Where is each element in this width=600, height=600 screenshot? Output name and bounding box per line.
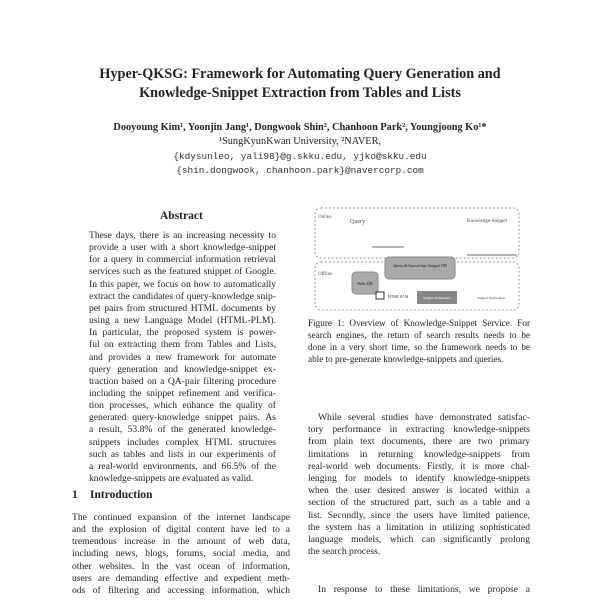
text-line: While several studies have demonstrated satisfac-: [318, 412, 530, 423]
text-line: other websites. In the vast ocean of information,: [72, 560, 290, 572]
online-label: Online: [318, 215, 332, 220]
affiliation: ¹SungKyunKwan University, ²NAVER,: [218, 136, 382, 147]
text-line: including the snippet refinement and verifica-: [89, 387, 276, 399]
text-line: tion processes, which enhance the quality of: [89, 400, 276, 412]
text-line: the system has a limitation in utilizing sophisticated: [308, 521, 530, 533]
figure-1-diagram: [312, 205, 522, 313]
text-line: users are demanding effective and expedient meth-: [72, 572, 290, 584]
authors: Dooyoung Kim¹, Yoonjin Jang¹, Dongwook Shin², Chanhoon Park², Youngjoong Ko¹*: [113, 122, 487, 133]
text-line: and the explosion of digital content have led to a: [72, 524, 290, 536]
email-line-1: {kdysunleo, yali98}@g.skku.edu, yjko@skku.edu: [173, 151, 427, 162]
text-line: real-world web documents. Firstly, it is more chal-: [308, 460, 530, 472]
text-line: the search process.: [308, 546, 381, 558]
text-line: when the user desired answer is located within a: [308, 485, 530, 497]
text-line: traction based on a QA-pair filtering procedure: [89, 375, 276, 387]
intro-heading-number: 1: [72, 489, 78, 501]
online-region: [315, 208, 519, 258]
text-line: list. Secondly, since the users have limited patience,: [308, 509, 530, 521]
text-line: Figure 1: Overview of Knowledge-Snippet Service. For: [308, 318, 530, 328]
web-db-label: Web DB: [357, 281, 373, 286]
html-plm-label: HTML PLM: [388, 294, 409, 299]
text-line: from plain text documents, there are two primary: [308, 436, 530, 448]
knowledge-snippet-label: Knowledge-Snippet: [467, 219, 507, 224]
text-line: query generation and knowledge-snippet ex-: [89, 363, 276, 375]
text-line: search engines, the return of search results needs to be: [308, 329, 530, 340]
text-line: provide a user with a short knowledge-snippet: [89, 242, 276, 254]
abstract-heading: Abstract: [160, 210, 203, 222]
text-line: tremendous increase in the amount of web data,: [72, 536, 290, 548]
text-line: ful on extracting them from Tables and Lists,: [89, 339, 276, 351]
text-line: able to pre-generate knowledge-snippets and queries.: [308, 353, 504, 364]
text-line: ods of filtering and accessing information, which: [72, 584, 290, 596]
intro-heading: Introduction: [90, 489, 153, 501]
qks-db-label: Query & Knowledge Snippet DB: [393, 263, 447, 268]
text-line: and provides a new framework for automate: [89, 351, 276, 363]
text-line: such as tables and lists in our experiments of: [89, 448, 276, 460]
text-line: a result, 53.8% of the generated knowledge-: [89, 424, 276, 436]
offline-label: Offline: [318, 272, 333, 277]
text-line: for a query in commercial information retrieval: [89, 254, 276, 266]
text-line: The continued expansion of the internet landscape: [72, 512, 290, 523]
text-line: In response to these limitations, we propose a: [318, 584, 530, 596]
text-line: using a new Language Model (HTML-PLM).: [89, 315, 276, 327]
text-line: section of the structured part, such as a table and a: [308, 497, 530, 509]
text-line: lenging for models to identify knowledge-snippets: [308, 473, 530, 484]
text-line: knowledge-snippets are evaluated as valid.: [89, 473, 254, 484]
text-line: limitations in returning knowledge-snippets from: [308, 448, 530, 460]
paper-title-line-2: Knowledge-Snippet Extraction from Tables and Lists: [139, 85, 461, 101]
text-line: including news, blogs, forums, social media, and: [72, 548, 290, 560]
paper-title-line-1: Hyper-QKSG: Framework for Automating Query Generation and: [99, 66, 501, 82]
text-line: pet pairs from structured HTML documents by: [89, 302, 276, 314]
email-line-2: {shin.dongwook, chanhoon.park}@navercorp.com: [176, 165, 424, 176]
text-line: In particular, the proposed system is power-: [89, 327, 276, 339]
text-line: services such as the featured snippet of Google.: [89, 266, 276, 278]
text-line: generated query-knowledge snippet pairs. As: [89, 412, 276, 424]
text-line: snippets includes complex HTML structures: [89, 436, 276, 448]
text-line: tory performance in extracting knowledge-snippets: [308, 424, 530, 436]
text-line: a real-world environments, and 66.5% of the: [89, 460, 276, 472]
text-line: extract the candidates of query-knowledge snip-: [89, 290, 276, 302]
snippet-verification-label: Snippet Verification: [477, 296, 506, 300]
text-line: These days, there is an increasing necessity to: [89, 230, 276, 241]
text-line: In this paper, we focus on how to automatically: [89, 278, 276, 290]
query-label: Query: [350, 219, 365, 225]
text-line: language models, which can significantly prolong: [308, 534, 530, 545]
text-line: done in a very short time, so the framework needs to be: [308, 341, 530, 352]
qks-db-cylinder: [385, 257, 455, 279]
snippet-refinement-label: Snippet Refinement: [423, 296, 451, 300]
